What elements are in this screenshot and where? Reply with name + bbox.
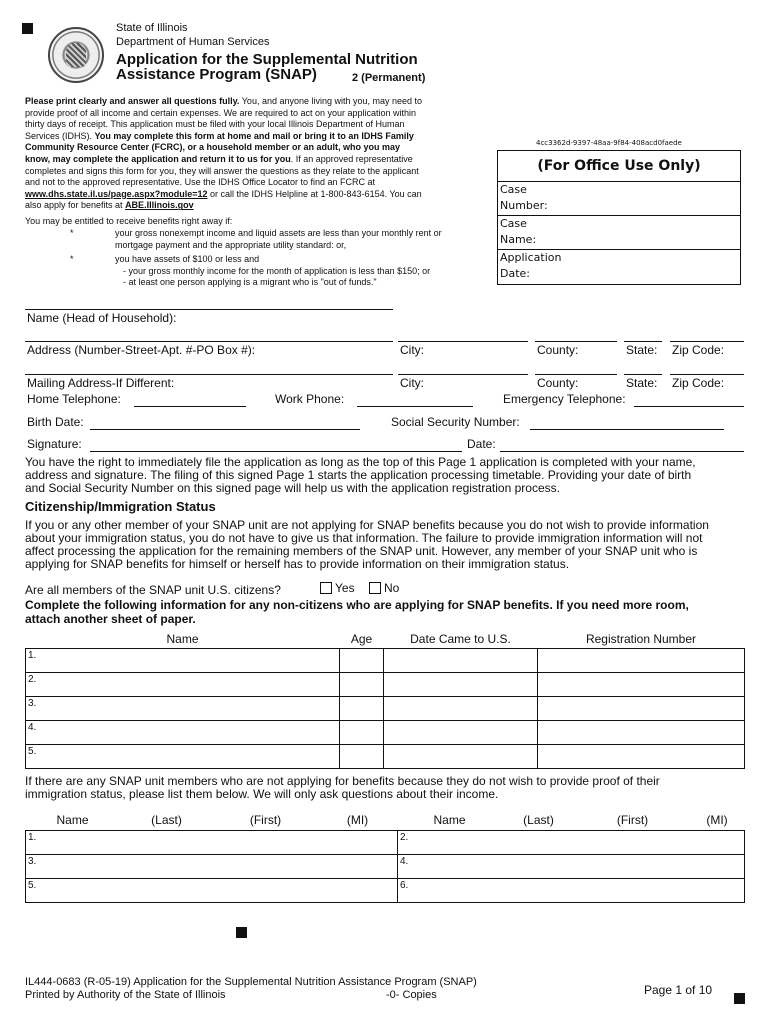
registration-mark-top-left [22, 23, 33, 34]
home-phone-label: Home Telephone: [27, 392, 121, 406]
table-row: 3. [26, 697, 745, 721]
zip-label: Zip Code: [672, 343, 725, 357]
dhs-locator-link[interactable]: www.dhs.state.il.us/page.aspx?module=12 [25, 188, 208, 199]
county-label: County: [537, 343, 579, 357]
not-applying-table [25, 810, 745, 903]
noncitizen-table [25, 630, 745, 769]
table-row: 4. [26, 721, 745, 745]
registration-mark-bottom-right [734, 993, 745, 1004]
form-version: 2 (Permanent) [352, 72, 426, 84]
department-name: Department of Human Services [116, 36, 270, 48]
office-use-box [497, 150, 741, 285]
case-name-field[interactable]: Case Name: [498, 216, 740, 250]
mailing-city-line[interactable] [398, 374, 528, 375]
not-applying-paragraph: If there are any SNAP unit members who are not applying for benefits because they do not wish to provide proof of their immigration status, please list them below. We will only ask questions about their income. [25, 774, 660, 801]
name-line[interactable] [25, 309, 393, 310]
birth-date-label: Birth Date: [27, 415, 84, 429]
mailing-zip-line[interactable] [670, 374, 744, 375]
mailing-state-label: State: [626, 376, 658, 390]
table-row: 1. [26, 649, 745, 673]
table-row: 1. 2. [26, 830, 745, 854]
work-phone-line[interactable] [357, 406, 473, 407]
intro-bold: Please print clearly and answer all questions fully. [25, 96, 240, 106]
rights-paragraph: You have the right to immediately file the application as long as the top of this Page 1 application is completed with your name, address and signature. The filing of this signed Page 1 starts the application processing timetable. Providing your date of birth and Social Security Number on this signed page will help us with the application registration process. [25, 455, 696, 495]
mailing-state-line[interactable] [624, 374, 662, 375]
date-label: Date: [467, 437, 496, 451]
col-age: Age [350, 632, 373, 646]
table-row: 2. [26, 673, 745, 697]
name-label: Name (Head of Household): [27, 311, 177, 325]
zip-line[interactable] [670, 341, 744, 342]
mailing-label: Mailing Address-If Different: [27, 376, 175, 390]
table-row: 5. [26, 745, 745, 769]
home-phone-line[interactable] [134, 406, 246, 407]
bullet-2-text: you have assets of $100 or less and - your gross monthly income for the month of application is less than $150; or - at least one person applying is a migrant who is "out of funds." [115, 254, 431, 287]
work-phone-label: Work Phone: [275, 392, 345, 406]
date-line[interactable] [500, 451, 744, 452]
footer-printed: Printed by Authority of the State of Illinois [25, 989, 226, 1001]
application-date-field[interactable]: Application Date: [500, 251, 562, 280]
footer-copies: -0- Copies [386, 989, 437, 1001]
emergency-phone-label: Emergency Telephone: [503, 392, 626, 406]
office-use-title: (For Office Use Only) [498, 151, 740, 182]
col-first-right: (First) [616, 812, 649, 827]
noncitizen-instructions: Complete the following information for any non-citizens who are applying for SNAP benefits. If you need more room, attach another sheet of paper. [25, 598, 689, 626]
eligibility-intro: You may be entitled to receive benefits right away if: [25, 216, 233, 226]
col-name-right: Name [433, 812, 466, 827]
city-line[interactable] [398, 341, 528, 342]
form-title-line1: Application for the Supplemental Nutrition [116, 51, 418, 68]
birth-date-line[interactable] [90, 429, 360, 430]
ssn-label: Social Security Number: [391, 415, 520, 429]
yes-checkbox[interactable] [320, 582, 332, 594]
illinois-seal-icon [48, 27, 104, 83]
mailing-zip-label: Zip Code: [672, 376, 725, 390]
case-number-field[interactable]: Case Number: [498, 182, 740, 216]
bullet-2-mark: * [70, 254, 74, 264]
registration-mark-bottom-center [236, 927, 247, 938]
bullet-1-text: your gross nonexempt income and liquid assets are less than your monthly rent or mortgage payment and the appropriate utility standard: or, [115, 228, 442, 250]
col-first-left: (First) [249, 812, 282, 827]
col-mi-left: (MI) [346, 812, 369, 827]
city-label: City: [400, 343, 424, 357]
county-line[interactable] [535, 341, 617, 342]
col-name: Name [166, 632, 199, 646]
col-date-came: Date Came to U.S. [410, 632, 511, 646]
table-row: 5. 6. [26, 878, 745, 902]
state-name: State of Illinois [116, 22, 188, 34]
state-label: State: [626, 343, 658, 357]
address-line[interactable] [25, 341, 393, 342]
mailing-line[interactable] [25, 374, 393, 375]
col-mi-right: (MI) [706, 812, 728, 827]
page-number: Page 1 of 10 [644, 983, 713, 997]
no-checkbox[interactable] [369, 582, 381, 594]
intro-paragraph: Please print clearly and answer all questions fully. You, and anyone living with you, may need to provide proof of all income and certain expenses. We are required to act on your application within thirty days of receipt. This application must be filed with your local Illinois Department of Human Services (IDHS). You may complete this form at home and mail or bring it to an IDHS Family Community Resource Center (FCRC), or a household member or an adult, who you may know, may complete the application and return it to us for you. If an approved representative completes and signs this form for you, they will answer the questions as they relate to the applicant and not to the approved representative. Use the IDHS Office Locator to find an FCRC at www.dhs.state.il.us/page.aspx?module=12 or call the IDHS Helpline at 1-800-843-6154. You can also apply for benefits at ABE.Illinois.gov [25, 96, 423, 211]
form-title-line2: Assistance Program (SNAP) [116, 66, 317, 83]
table-row: 3. 4. [26, 854, 745, 878]
document-id: 4cc3362d-9397-48aa-9f84-408acd0faede [536, 139, 682, 147]
citizenship-heading: Citizenship/Immigration Status [25, 499, 216, 514]
bullet-1-mark: * [70, 228, 74, 238]
abe-link[interactable]: ABE.Illinois.gov [125, 200, 194, 211]
yes-option[interactable]: Yes [320, 581, 355, 595]
col-last-right: (Last) [523, 812, 554, 827]
state-line[interactable] [624, 341, 662, 342]
mailing-county-line[interactable] [535, 374, 617, 375]
emergency-phone-line[interactable] [634, 406, 744, 407]
footer-form-id: IL444-0683 (R-05-19) Application for the Supplemental Nutrition Assistance Program (SNAP) [25, 976, 477, 988]
signature-line[interactable] [90, 451, 462, 452]
signature-label: Signature: [27, 437, 82, 451]
citizenship-paragraph: If you or any other member of your SNAP unit are not applying for SNAP benefits because you do not wish to provide information about your immigration status, you do not have to give us that information. The failure to provide immigration information will not affect processing the application for the remaining members of the SNAP unit. However, any member of your SNAP unit who is applying for SNAP benefits for himself or herself has to provide information on their immigration status. [25, 518, 709, 571]
no-option[interactable]: No [369, 581, 399, 595]
mailing-city-label: City: [400, 376, 424, 390]
ssn-line[interactable] [530, 429, 724, 430]
col-last-left: (Last) [151, 812, 182, 827]
col-name-left: Name [56, 812, 89, 827]
col-registration: Registration Number [585, 632, 697, 646]
citizen-question: Are all members of the SNAP unit U.S. citizens? [25, 583, 281, 597]
mailing-county-label: County: [537, 376, 579, 390]
address-label: Address (Number-Street-Apt. #-PO Box #): [27, 343, 256, 357]
